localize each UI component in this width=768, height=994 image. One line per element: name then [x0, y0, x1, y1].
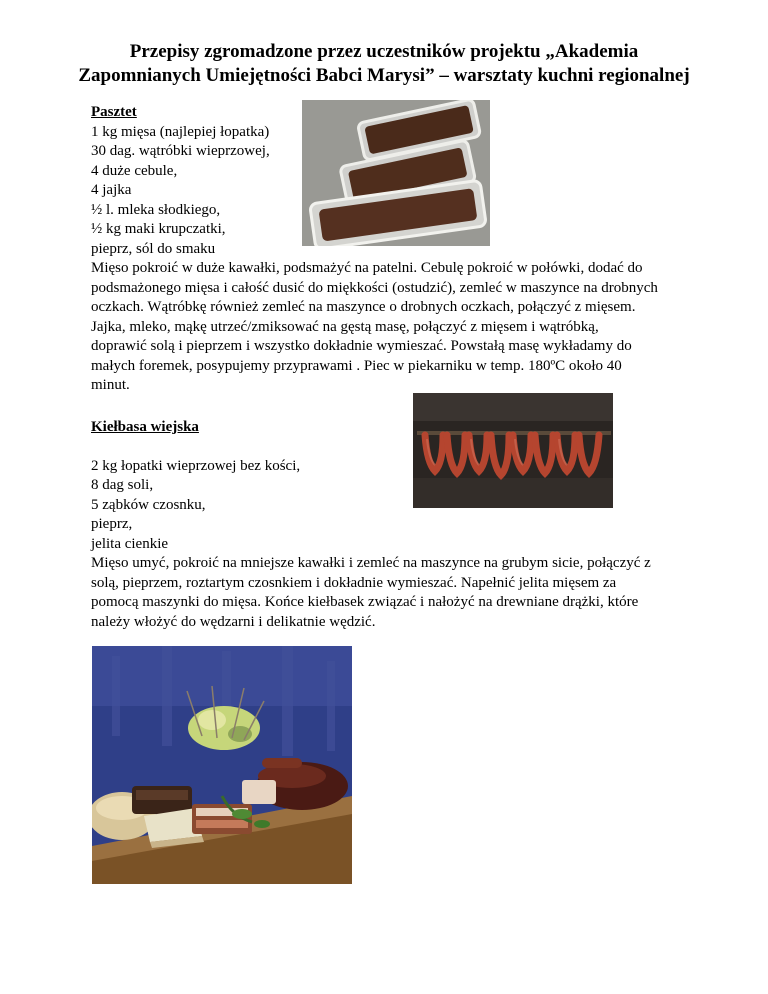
recipe-heading: Pasztet [91, 104, 137, 120]
instruction-line: należy włożyć do wędzarni i delikatnie wędzić. [91, 613, 376, 630]
ingredient-item: 30 dag. wątróbki wieprzowej, [91, 143, 270, 159]
instruction-line: solą, pieprzem, roztartym czosnkiem i dokładnie wymieszać. Napełnić jelita mięsem za [91, 574, 617, 591]
platter-photo [92, 646, 352, 884]
instruction-line: oczkach. Wątróbkę również zemleć na maszynce o drobnych oczkach, połączyć z mięsem. [91, 299, 636, 315]
ingredient-item: 8 dag soli, [91, 477, 154, 493]
instruction-line: doprawić solą i pieprzem i wszystko dokładnie wymieszać. Powstałą masę wykładamy do [91, 338, 632, 354]
instruction-line: podsmażonego mięsa i całość dusić do miękkości (ostudzić), zemleć w maszynce na drobnych [91, 279, 658, 296]
ingredient-item: 2 kg łopatki wieprzowej bez kości, [91, 457, 301, 474]
ingredient-item: pieprz, [91, 516, 133, 532]
ingredient-item: jelita cienkie [91, 535, 169, 552]
ingredient-item: 4 duże cebule, [91, 162, 178, 179]
kielbasa-photo [413, 393, 613, 508]
instruction-line: Jajka, mleko, mąkę utrzeć/zmiksować na gęstą masę, połączyć z mięsem i wątróbką, [91, 318, 599, 335]
pasztet-photo [302, 100, 490, 246]
document-title [60, 40, 708, 88]
ingredient-item: ½ l. mleka słodkiego, [91, 201, 221, 218]
instruction-line: Mięso umyć, pokroić na mniejsze kawałki i zemleć na maszynce na grubym sicie, połączyć z [91, 555, 651, 571]
ingredient-item: ½ kg maki krupczatki, [91, 221, 226, 237]
instructions [91, 554, 691, 632]
instruction-line: małych foremek, posypujemy przyprawami . Piec w piekarniku w temp. 180ºC około 40 [91, 357, 622, 374]
instructions [91, 259, 691, 396]
ingredient-item: pieprz, sól do smaku [91, 240, 216, 257]
instruction-line: pomocą maszynki do mięsa. Końce kiełbasek związać i nałożyć na drewniane drążki, które [91, 594, 639, 610]
ingredient-item: 1 kg mięsa (najlepiej łopatka) [91, 123, 270, 140]
instruction-line: Mięso pokroić w duże kawałki, podsmażyć na patelni. Cebulę pokroić w połówki, dodać do [91, 260, 643, 276]
ingredient-item: 5 ząbków czosnku, [91, 496, 206, 513]
ingredient-item: 4 jajka [91, 182, 132, 198]
instruction-line: minut. [91, 377, 130, 393]
recipe-heading: Kiełbasa wiejska [91, 419, 199, 435]
title-line-1: Przepisy zgromadzone przez uczestników projektu „Akademia [129, 41, 639, 62]
title-line-2: Zapomnianych Umiejętności Babci Marysi” – warsztaty kuchni regionalnej [78, 65, 690, 86]
